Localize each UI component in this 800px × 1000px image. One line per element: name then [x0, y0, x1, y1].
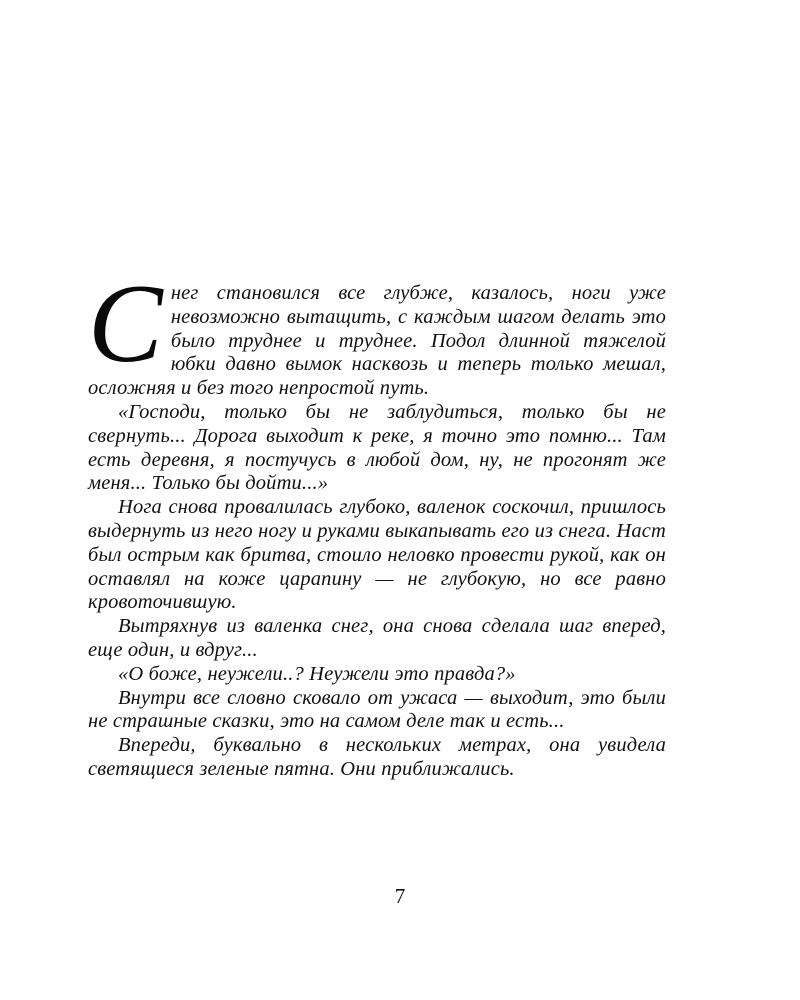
drop-cap: С — [88, 262, 163, 386]
paragraph-text: нег становился все глубже, казалось, ноги уже невозможно вытащить, с каждым шагом делать это было труднее и труднее. Подол длинной тяжелой юбки давно вымок насквозь и теперь только мешал, осложняя и без того непростой путь. — [88, 282, 666, 400]
paragraph-5: «О боже, неужели..? Неужели это правда?» — [118, 662, 516, 685]
paragraph-4: Вытряхнув из валенка снег, она снова сделала шаг вперед, еще один, и вдруг... — [88, 615, 666, 661]
paragraph-7: Впереди, буквально в нескольких метрах, она увидела светящиеся зеленые пятна. Они приближались. — [88, 734, 666, 780]
paragraph-6: Внутри все словно сковало от ужаса — выходит, это были не страшные сказки, это на самом деле так и есть... — [88, 686, 666, 733]
paragraph-3: Нога снова провалилась глубоко, валенок соскочил, пришлось выдернуть из него ногу и руками выкапывать его из снега. Наст был острым как бритва, стоило неловко провести рукой, как он оставлял на коже царапину — не глубокую, но все равно кровоточившую. — [88, 496, 666, 614]
page-number: 7 — [394, 884, 406, 908]
paragraph-1 — [88, 262, 666, 401]
body-text — [88, 262, 666, 782]
paragraph-2: «Господи, только бы не заблудиться, только бы не свернуть... Дорога выходит к реке, я точно это помню... Там есть деревня, я постучусь в любой дом, ну, не прогонят же меня... Только бы дойти...» — [88, 400, 666, 495]
